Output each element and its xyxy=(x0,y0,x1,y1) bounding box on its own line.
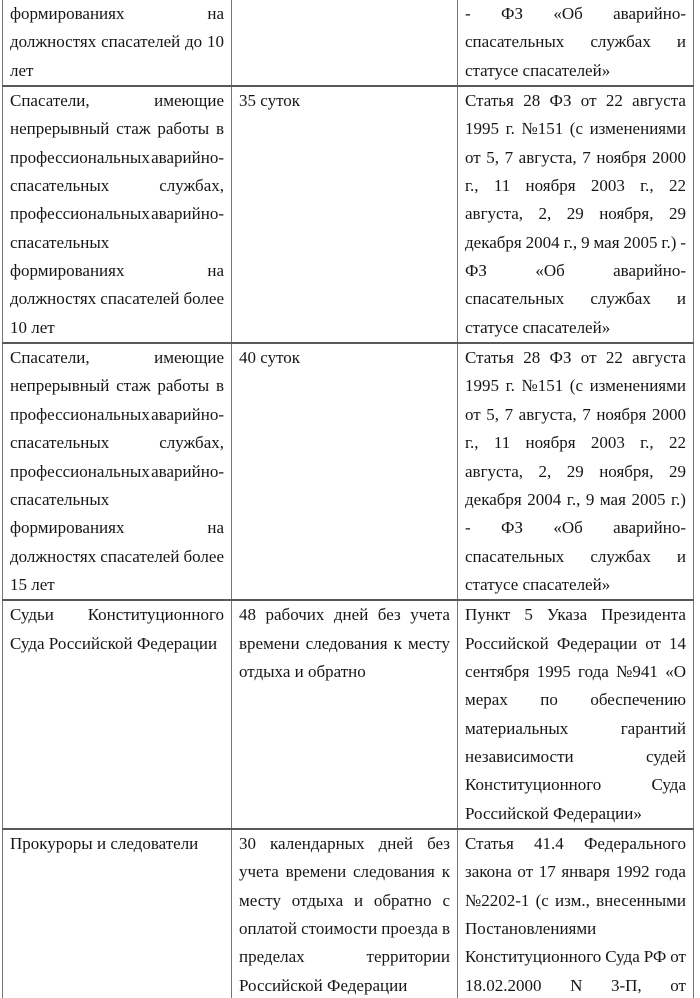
text-line: статусе спасателей» xyxy=(465,317,611,337)
text-line: профессиональных аварийно- xyxy=(10,147,224,167)
cell-basis xyxy=(458,600,694,829)
text-line: мерах по обеспечению xyxy=(465,690,686,710)
text-line: спасательных службах и xyxy=(465,289,686,309)
cell-category xyxy=(3,829,232,998)
table-row xyxy=(3,0,694,86)
text-line: спасательных службах, xyxy=(10,176,224,196)
text-line: 1995 г. №151 (с изменениями xyxy=(465,119,686,139)
text-line: формированиях на xyxy=(10,4,224,23)
cell-category xyxy=(3,600,232,829)
text-line: - ФЗ «Об аварийно- xyxy=(465,4,686,23)
text-line: профессиональных аварийно- xyxy=(10,204,224,224)
text-line: спасательных xyxy=(10,232,110,252)
text-line: декабря 2004 г., 9 мая 2005 г.) - xyxy=(465,232,686,252)
cell-duration xyxy=(232,86,458,343)
cell-duration xyxy=(232,829,458,998)
text-line: Пункт 5 Указа Президента xyxy=(465,605,686,625)
text-line: спасательных службах и xyxy=(465,32,686,52)
text-line: Статья 41.4 Федерального xyxy=(465,833,686,853)
text-line: 10 лет xyxy=(10,317,55,337)
text-line: закона от 17 января 1992 года xyxy=(465,862,686,882)
text-line: Российской Федерации» xyxy=(465,803,642,823)
text-line: от 5, 7 августа, 7 ноября 2000 xyxy=(465,404,686,424)
text-line: ФЗ «Об аварийно- xyxy=(465,261,686,281)
cell-basis xyxy=(458,829,694,998)
text-line: 40 суток xyxy=(239,348,301,368)
text-line: Российской Федерации xyxy=(239,975,408,995)
text-line: 35 суток xyxy=(239,91,301,111)
text-line: декабря 2004 г., 9 мая 2005 г.) xyxy=(465,489,686,509)
cell-basis xyxy=(458,343,694,600)
table-row xyxy=(3,343,694,600)
text-line: г., 11 ноября 2003 г., 22 xyxy=(465,433,686,453)
text-line: спасательных службах, xyxy=(10,433,224,453)
text-line: отдыха и обратно xyxy=(239,661,366,681)
text-line: месту отдыха и обратно с xyxy=(239,890,450,910)
text-line: 1995 г. №151 (с изменениями xyxy=(465,376,686,396)
text-line: 18.02.2000 N 3-П, от xyxy=(465,975,686,995)
text-line: Прокуроры и следователи xyxy=(10,833,199,853)
text-line: Судьи Конституционного xyxy=(10,605,224,625)
cell-duration xyxy=(232,0,458,86)
text-line: должностях спасателей более xyxy=(10,289,224,309)
text-line: Постановлениями xyxy=(465,919,597,938)
text-line: материальных гарантий xyxy=(465,718,686,738)
text-line: г., 11 ноября 2003 г., 22 xyxy=(465,176,686,196)
text-line: профессиональных аварийно- xyxy=(10,404,224,424)
cell-duration xyxy=(232,600,458,829)
text-line: 15 лет xyxy=(10,574,55,594)
cell-duration xyxy=(232,343,458,600)
text-line: 30 календарных дней без xyxy=(239,833,450,853)
text-line: лет xyxy=(10,60,34,80)
text-line: статусе спасателей» xyxy=(465,60,611,80)
text-line: профессиональных аварийно- xyxy=(10,461,224,481)
leave-table-body xyxy=(3,0,694,998)
cell-category xyxy=(3,0,232,86)
text-line: августа, 2, 29 ноября, 29 xyxy=(465,204,686,224)
cell-basis xyxy=(458,86,694,343)
text-line: спасательных xyxy=(10,489,110,509)
table-row xyxy=(3,600,694,829)
text-line: статусе спасателей» xyxy=(465,574,611,594)
text-line: должностях спасателей до 10 xyxy=(10,32,224,52)
cell-category xyxy=(3,343,232,600)
text-line: пределах территории xyxy=(239,947,450,967)
leave-duration-table xyxy=(2,0,694,998)
text-line: Конституционного Суда xyxy=(465,775,686,795)
text-line: Статья 28 ФЗ от 22 августа xyxy=(465,348,686,368)
table-row xyxy=(3,86,694,343)
text-line: независимости судей xyxy=(465,746,686,766)
text-line: непрерывный стаж работы в xyxy=(10,119,224,139)
text-line: Суда Российской Федерации xyxy=(10,633,218,653)
text-line: 48 рабочих дней без учета xyxy=(239,605,450,625)
text-line: №2202-1 (с изм., внесенными xyxy=(465,890,686,910)
text-line: должностях спасателей более xyxy=(10,546,224,566)
text-line: от 5, 7 августа, 7 ноября 2000 xyxy=(465,147,686,167)
text-line: - ФЗ «Об аварийно- xyxy=(465,518,686,538)
table-row xyxy=(3,829,694,998)
text-line: непрерывный стаж работы в xyxy=(10,376,224,396)
text-line: Российской Федерации от 14 xyxy=(465,633,686,653)
text-line: сентября 1995 года №941 «О xyxy=(465,661,686,681)
text-line: Спасатели, имеющие xyxy=(10,91,224,111)
text-line: спасательных службах и xyxy=(465,546,686,566)
text-line: Конституционного Суда РФ от xyxy=(465,947,686,967)
text-line: оплатой стоимости проезда в xyxy=(239,919,450,938)
cell-basis xyxy=(458,0,694,86)
cell-category xyxy=(3,86,232,343)
text-line: августа, 2, 29 ноября, 29 xyxy=(465,461,686,481)
text-line: Спасатели, имеющие xyxy=(10,348,224,368)
text-line: формированиях на xyxy=(10,518,224,538)
text-line: учета времени следования к xyxy=(239,862,450,882)
text-line: времени следования к месту xyxy=(239,633,450,653)
text-line: Статья 28 ФЗ от 22 августа xyxy=(465,91,686,111)
text-line: формированиях на xyxy=(10,261,224,281)
